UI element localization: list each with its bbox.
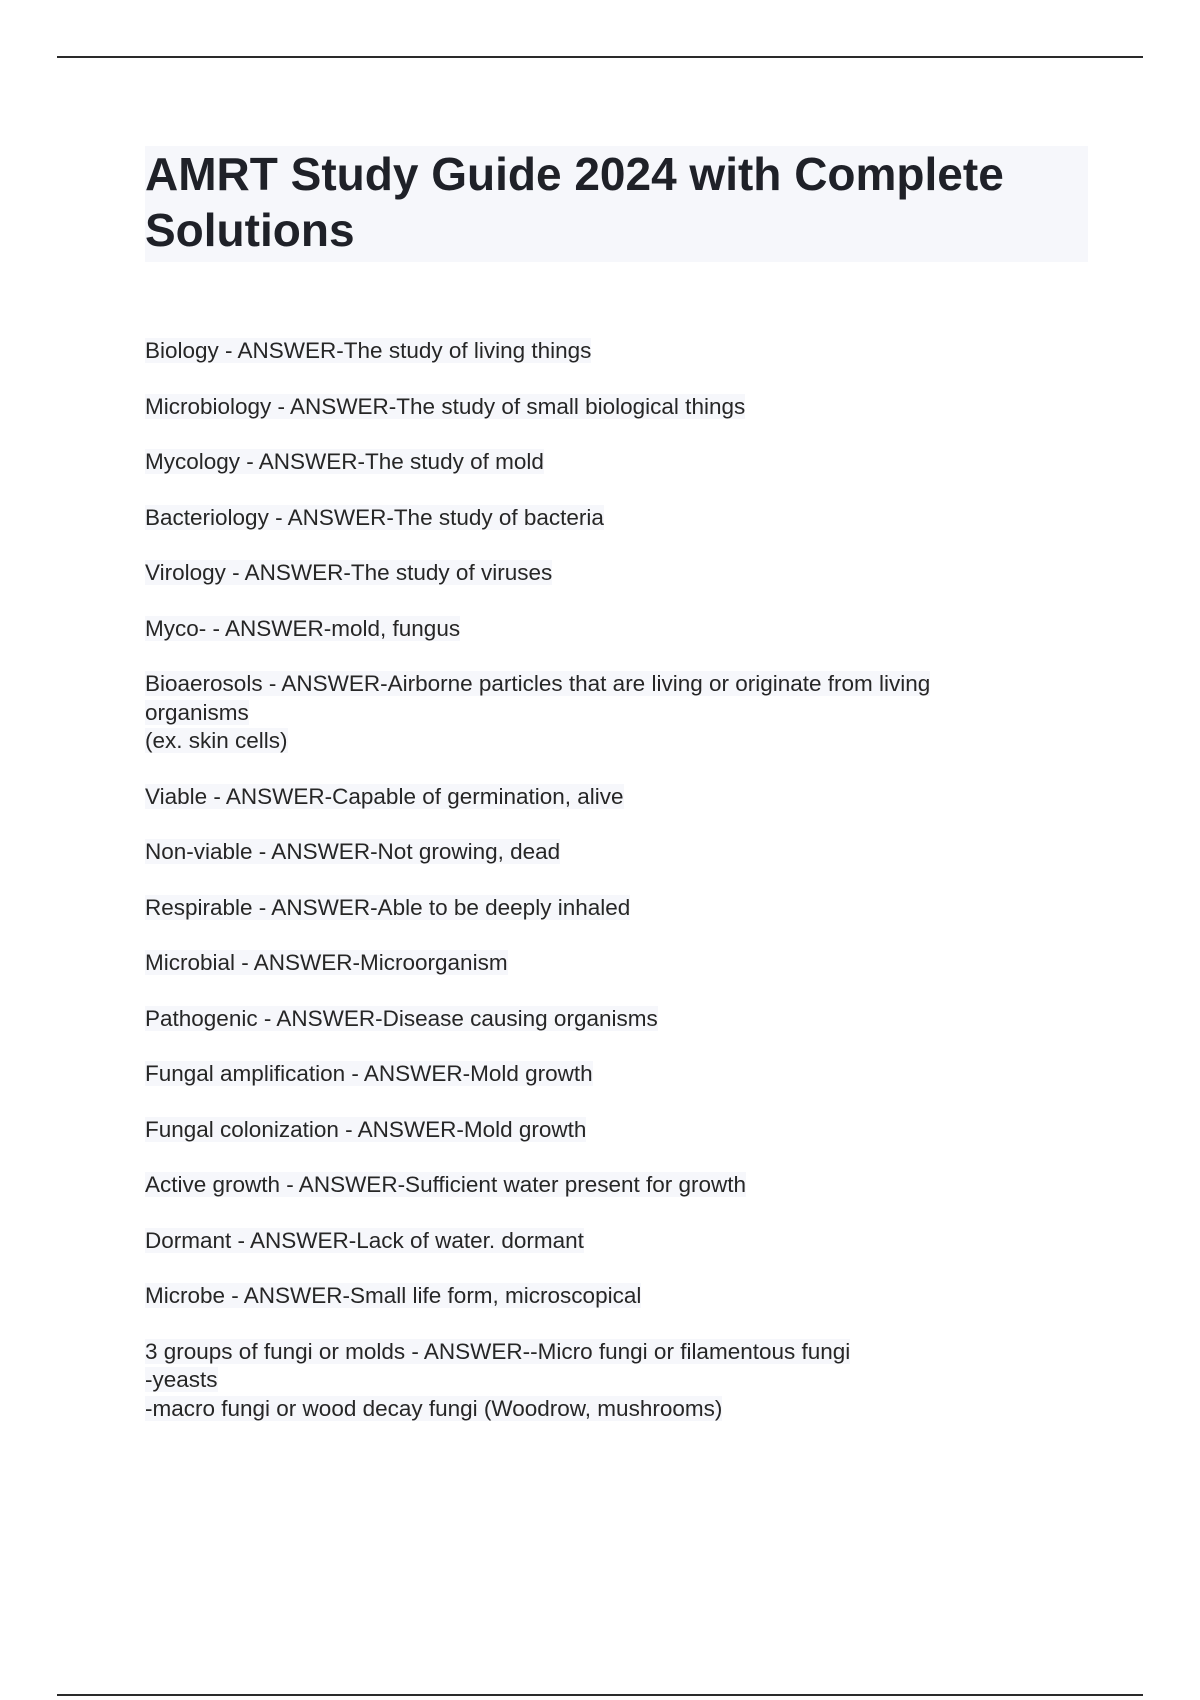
qa-entry-text: Fungal colonization - ANSWER-Mold growth <box>145 1116 587 1142</box>
qa-entry-line <box>145 448 1045 477</box>
qa-entry-line <box>145 838 1045 867</box>
qa-entry-line <box>145 1171 1045 1200</box>
qa-entry-text: Viable - ANSWER-Capable of germination, alive <box>145 783 624 809</box>
qa-entry <box>145 670 1045 756</box>
qa-entry-line <box>145 1366 1045 1395</box>
qa-entry-line <box>145 1282 1045 1311</box>
qa-entry-text: Biology - ANSWER-The study of living things <box>145 338 592 363</box>
qa-entry-text: Pathogenic - ANSWER-Disease causing organisms <box>145 1005 658 1031</box>
qa-entry-line <box>145 727 1045 756</box>
qa-entry-line <box>145 615 1045 644</box>
qa-entry <box>145 1282 1045 1311</box>
qa-entry-text: (ex. skin cells) <box>145 728 288 753</box>
qa-entry <box>145 949 1045 978</box>
qa-entry-text: Active growth - ANSWER-Sufficient water present for growth <box>145 1172 747 1197</box>
qa-entry <box>145 615 1045 644</box>
qa-entry-text: 3 groups of fungi or molds - ANSWER--Micro fungi or filamentous fungi <box>145 1338 851 1364</box>
qa-entry-text: Mycology - ANSWER-The study of mold <box>145 449 544 474</box>
bottom-divider <box>57 1694 1143 1696</box>
qa-entry-line <box>145 1338 1045 1367</box>
qa-entry-text: Bacteriology - ANSWER-The study of bacteria <box>145 504 604 530</box>
qa-entry-text: Microbiology - ANSWER-The study of small biological things <box>145 393 746 419</box>
qa-entry-text: Virology - ANSWER-The study of viruses <box>145 560 553 585</box>
qa-entry <box>145 448 1045 477</box>
qa-entry-text: Myco- - ANSWER-mold, fungus <box>145 615 461 641</box>
qa-entry-line <box>145 783 1045 812</box>
qa-entry <box>145 393 1045 422</box>
qa-entry-line <box>145 337 1045 366</box>
qa-entry-line <box>145 670 1045 699</box>
qa-entry <box>145 337 1045 366</box>
qa-entry <box>145 1171 1045 1200</box>
top-divider <box>57 56 1143 58</box>
qa-entry <box>145 1005 1045 1034</box>
qa-entry-text: Microbial - ANSWER-Microorganism <box>145 950 508 975</box>
qa-entry-text: Microbe - ANSWER-Small life form, microscopical <box>145 1283 642 1308</box>
qa-entry-text: Bioaerosols - ANSWER-Airborne particles that are living or originate from living <box>145 671 931 696</box>
qa-entry-text: Fungal amplification - ANSWER-Mold growth <box>145 1061 593 1086</box>
qa-entry-line <box>145 949 1045 978</box>
qa-entry <box>145 559 1045 588</box>
qa-entry <box>145 1227 1045 1256</box>
qa-entry <box>145 1116 1045 1145</box>
qa-entry-line <box>145 504 1045 533</box>
qa-entry-text: -macro fungi or wood decay fungi (Woodrow, mushrooms) <box>145 1395 723 1421</box>
qa-entry <box>145 1338 1045 1424</box>
qa-entry <box>145 838 1045 867</box>
qa-entry-line <box>145 894 1045 923</box>
title-block <box>145 146 1088 262</box>
qa-entry-line <box>145 559 1045 588</box>
qa-entry-text: Non-viable - ANSWER-Not growing, dead <box>145 839 561 864</box>
qa-entry-line <box>145 1060 1045 1089</box>
qa-entry-line <box>145 1227 1045 1256</box>
qa-entry-line <box>145 393 1045 422</box>
qa-entry <box>145 783 1045 812</box>
qa-entry-text: Respirable - ANSWER-Able to be deeply inhaled <box>145 894 631 920</box>
qa-entry <box>145 894 1045 923</box>
qa-entry <box>145 1060 1045 1089</box>
qa-entry-text: organisms <box>145 699 249 725</box>
qa-entry-text: Dormant - ANSWER-Lack of water. dormant <box>145 1227 584 1253</box>
page-title: AMRT Study Guide 2024 with Complete Solutions <box>145 148 1004 256</box>
qa-entry-line <box>145 1116 1045 1145</box>
qa-entry-line <box>145 1395 1045 1424</box>
qa-entry-line <box>145 1005 1045 1034</box>
qa-entry <box>145 504 1045 533</box>
qa-entry-line <box>145 699 1045 728</box>
qa-entry-text: -yeasts <box>145 1367 218 1392</box>
qa-list <box>145 337 1045 1423</box>
